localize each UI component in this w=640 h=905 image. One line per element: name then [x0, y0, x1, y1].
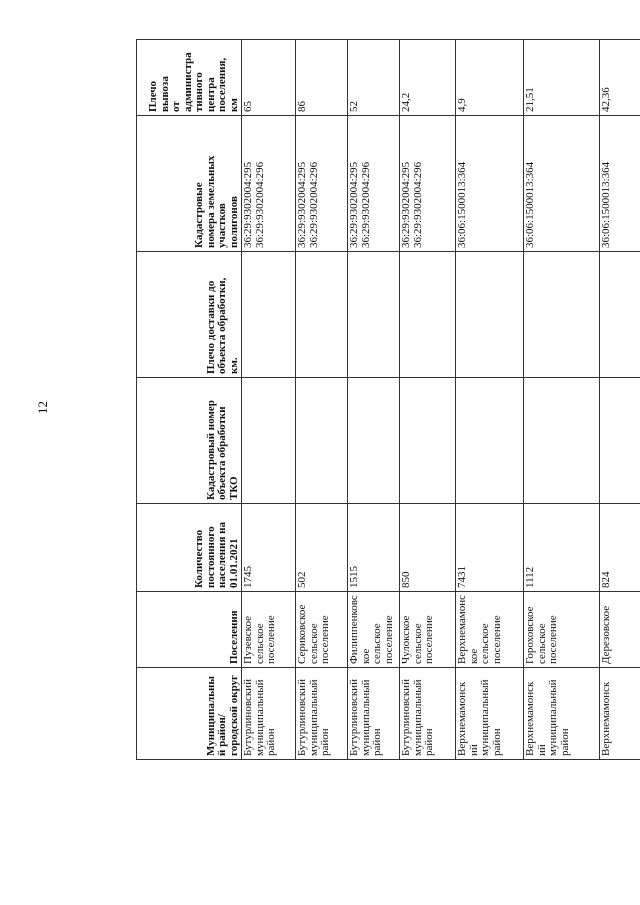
polygon-cadastral-cell: 36:06:1500013:364 — [524, 116, 600, 252]
removal-km-cell: 24,2 — [400, 40, 456, 116]
removal-km-cell: 42,36 — [600, 40, 640, 116]
header-tko-cadastral: Кадастровый номер объекта обработки ТКО — [137, 378, 242, 504]
header-polygon-cadastral: Кадастровые номера земельных участков полигонов — [137, 116, 242, 252]
header-settlement: Поселения — [137, 592, 242, 668]
removal-km-cell: 86 — [296, 40, 348, 116]
delivery-km-cell — [348, 252, 400, 378]
population-cell: 824 — [600, 504, 640, 592]
tko-cadastral-cell — [600, 378, 640, 504]
header-removal-km: Плечо вывоза от администра тивного центра поселения, км — [137, 40, 242, 116]
delivery-km-cell — [456, 252, 524, 378]
table-row — [296, 40, 348, 760]
waste-removal-table — [136, 39, 640, 760]
header-delivery-km: Плечо доставки до объекта обработки, км. — [137, 252, 242, 378]
table-row — [400, 40, 456, 760]
settlement-cell: Дерезовское — [600, 592, 640, 668]
delivery-km-cell — [600, 252, 640, 378]
district-cell: Бутурлиновский муниципальный район — [400, 668, 456, 760]
population-cell: 850 — [400, 504, 456, 592]
polygon-cadastral-cell: 36:06:1500013:364 — [456, 116, 524, 252]
delivery-km-cell — [524, 252, 600, 378]
tko-cadastral-cell — [400, 378, 456, 504]
table-row — [456, 40, 524, 760]
population-cell: 502 — [296, 504, 348, 592]
removal-km-cell: 21,51 — [524, 40, 600, 116]
settlement-cell: Верхнемамонское сельское поселение — [456, 592, 524, 668]
population-cell: 1515 — [348, 504, 400, 592]
population-cell: 7431 — [456, 504, 524, 592]
header-district: Муниципальны й район/ городской округ — [137, 668, 242, 760]
district-cell: Верхнемамонск — [600, 668, 640, 760]
table-row — [524, 40, 600, 760]
delivery-km-cell — [400, 252, 456, 378]
removal-km-cell: 4,9 — [456, 40, 524, 116]
tko-cadastral-cell — [242, 378, 296, 504]
settlement-cell: Сериковское сельское поселение — [296, 592, 348, 668]
polygon-cadastral-cell: 36:29:9302004:295 36:29:9302004:296 — [400, 116, 456, 252]
population-cell: 1112 — [524, 504, 600, 592]
header-population: Количество постоянного населения на 01.01.2021 — [137, 504, 242, 592]
tko-cadastral-cell — [456, 378, 524, 504]
district-cell: Бутурлиновский муниципальный район — [242, 668, 296, 760]
polygon-cadastral-cell: 36:29:9302004:295 36:29:9302004:296 — [296, 116, 348, 252]
polygon-cadastral-cell: 36:29:9302004:295 36:29:9302004:296 — [242, 116, 296, 252]
table-row — [242, 40, 296, 760]
removal-km-cell: 52 — [348, 40, 400, 116]
table-row — [600, 40, 640, 760]
delivery-km-cell — [296, 252, 348, 378]
population-cell: 1745 — [242, 504, 296, 592]
tko-cadastral-cell — [296, 378, 348, 504]
polygon-cadastral-cell: 36:06:1500013:364 — [600, 116, 640, 252]
district-cell: Бутурлиновский муниципальный район — [296, 668, 348, 760]
settlement-cell: Гороховское сельское поселение — [524, 592, 600, 668]
polygon-cadastral-cell: 36:29:9302004:295 36:29:9302004:296 — [348, 116, 400, 252]
settlement-cell: Чулокское сельское поселение — [400, 592, 456, 668]
page-number: 12 — [35, 401, 50, 414]
table-row — [348, 40, 400, 760]
settlement-cell: Пузевское сельское поселение — [242, 592, 296, 668]
district-cell: Бутурлиновский муниципальный район — [348, 668, 400, 760]
rotated-table-container — [136, 40, 640, 760]
tko-cadastral-cell — [524, 378, 600, 504]
district-cell: Верхнемамонск ий муниципальный район — [456, 668, 524, 760]
settlement-cell: Филиппенковское сельское поселение — [348, 592, 400, 668]
delivery-km-cell — [242, 252, 296, 378]
district-cell: Верхнемамонск ий муниципальный район — [524, 668, 600, 760]
removal-km-cell: 65 — [242, 40, 296, 116]
tko-cadastral-cell — [348, 378, 400, 504]
header-row — [137, 40, 242, 760]
